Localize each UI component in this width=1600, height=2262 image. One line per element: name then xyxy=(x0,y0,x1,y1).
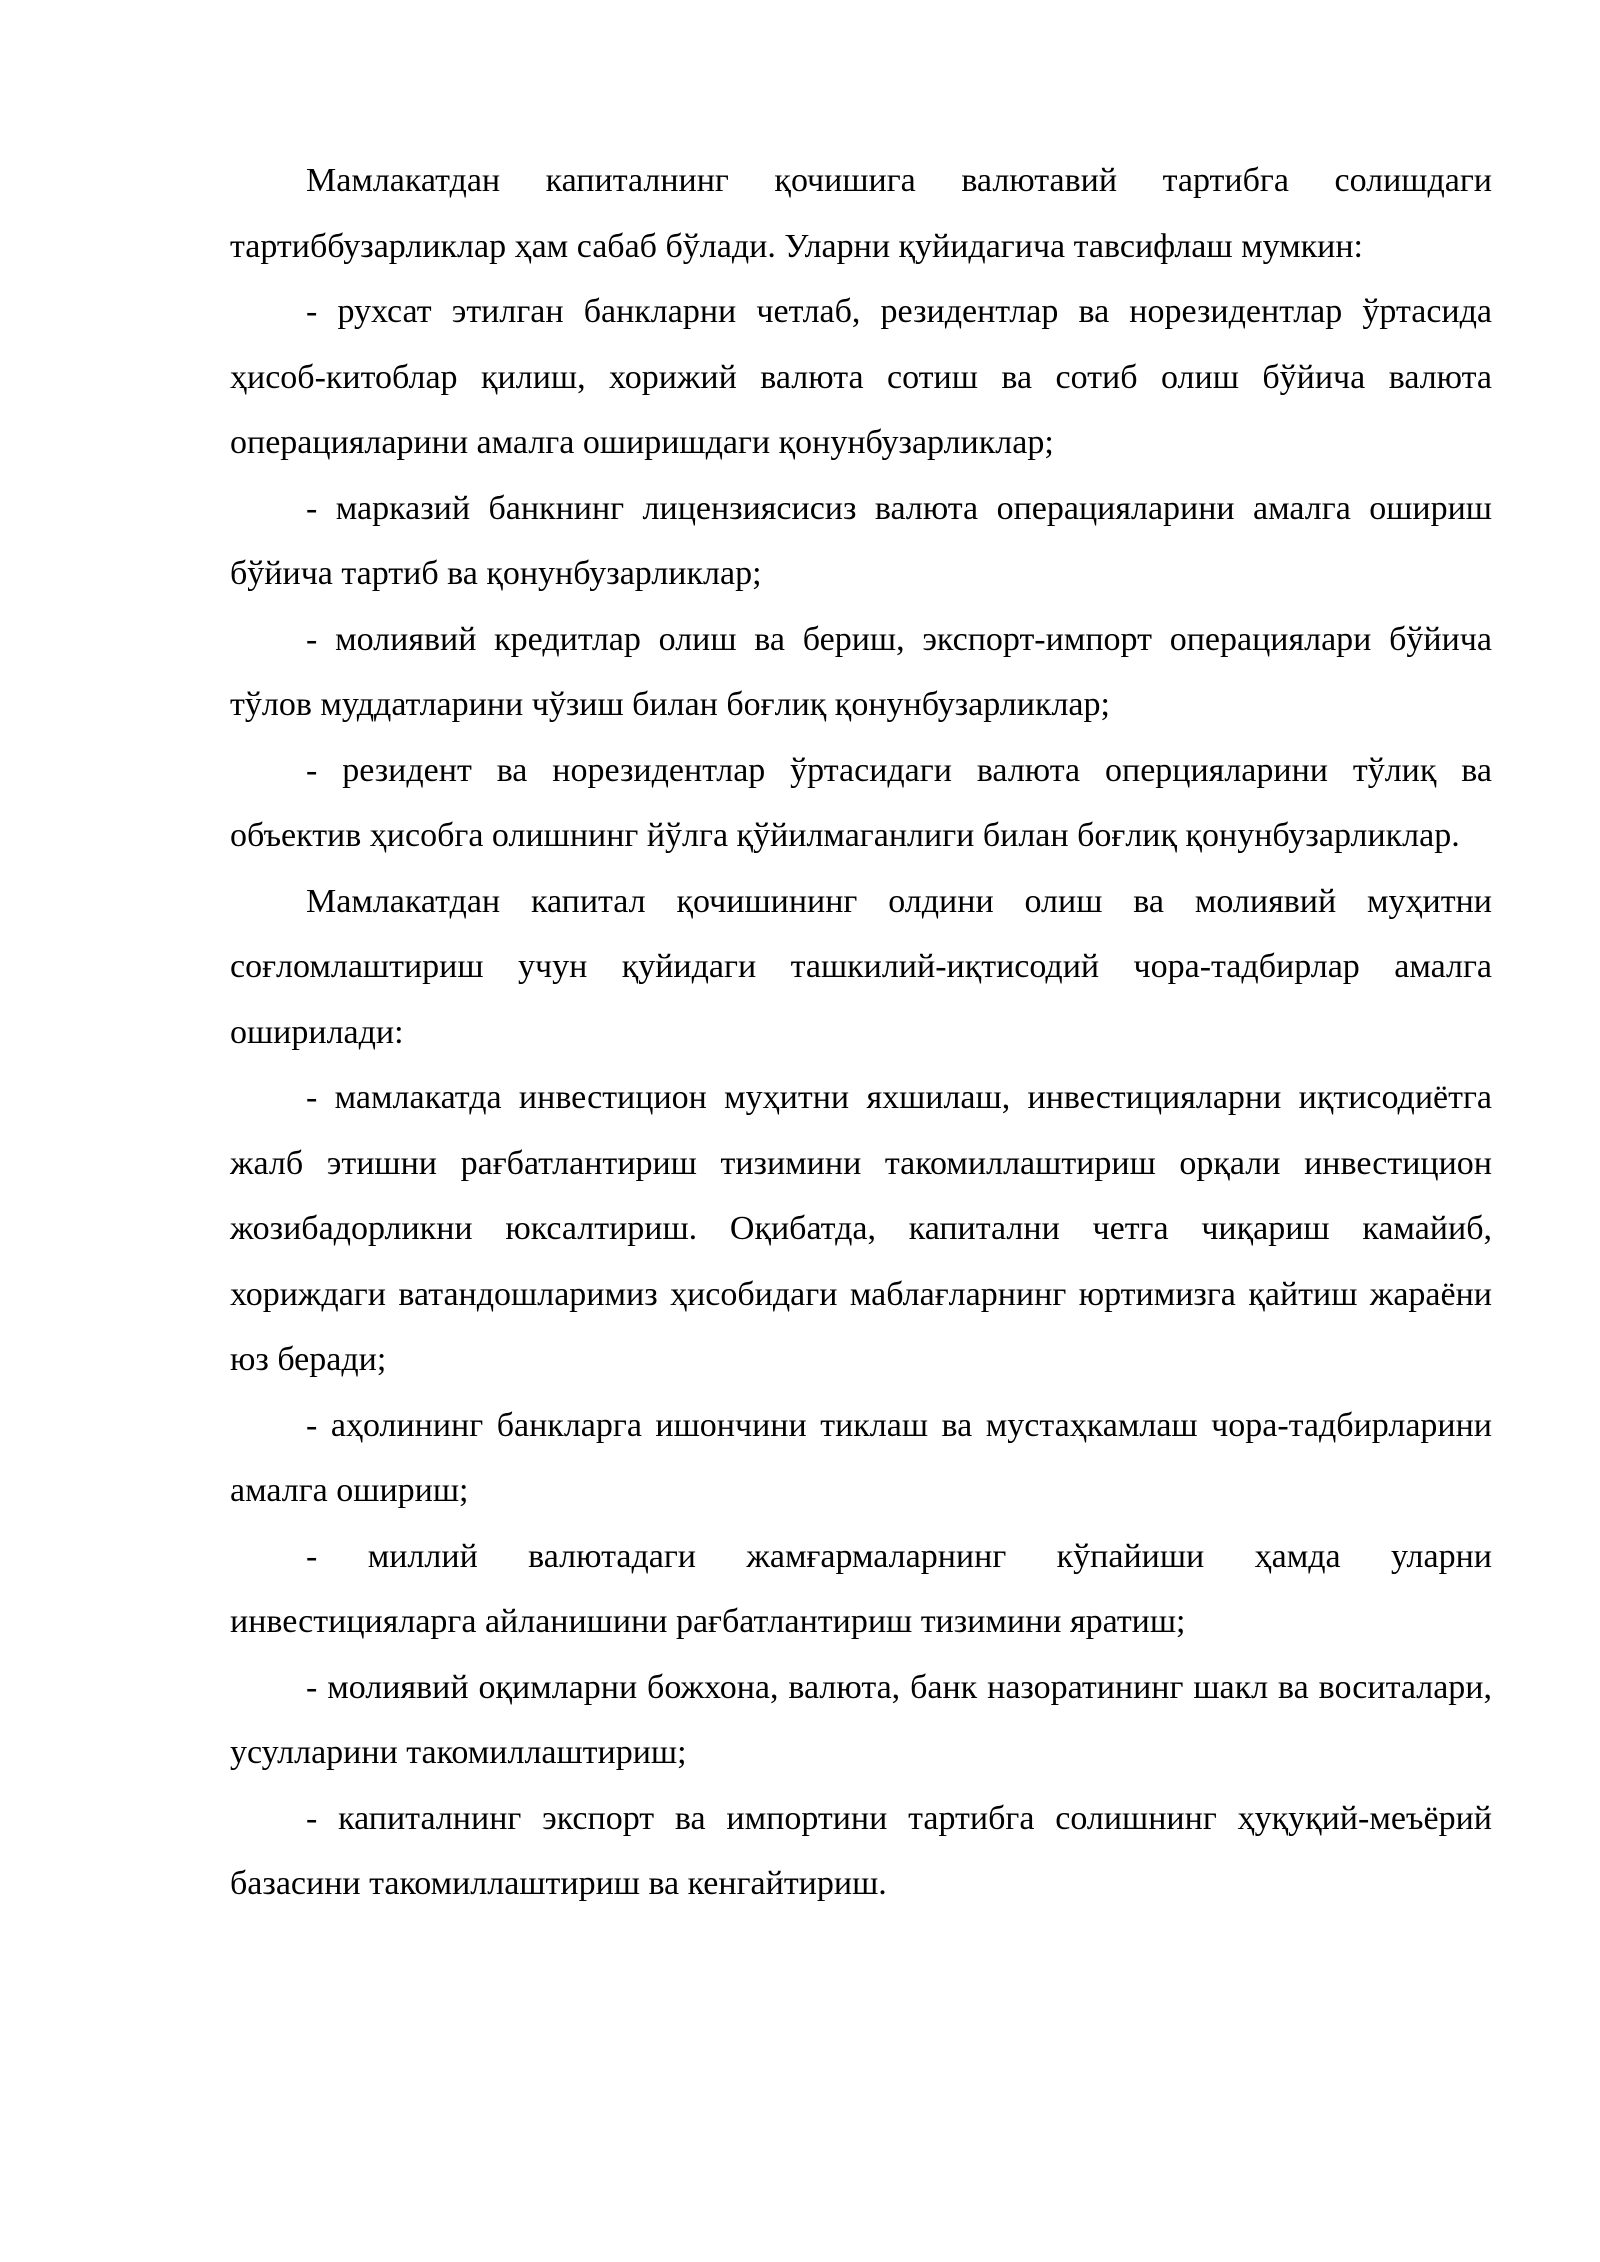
list-item-payment-delays: - молиявий кредитлар олиш ва бериш, экспорт-импорт операциялари бўйича тўлов муддатларини чўзиш билан боғлиқ қонунбузарликлар; xyxy=(230,620,1492,723)
list-item-bank-trust: - аҳолининг банкларга ишончини тиклаш ва мустаҳкамлаш чора-тадбирларини амалга ошириш; xyxy=(230,1406,1492,1509)
list-item-national-currency-savings: - миллий валютадаги жамғармаларнинг кўпайиши ҳамда уларни инвестицияларга айланишини рағбатлантириш тизимини яратиш; xyxy=(230,1537,1492,1640)
list-item-legal-framework: - капиталнинг экспорт ва импортини тартибга солишнинг ҳуқуқий-меъёрий базасини такомиллаштириш ва кенгайтириш. xyxy=(230,1799,1492,1902)
list-item-investment-climate: - мамлакатда инвестицион муҳитни яхшилаш, инвестицияларни иқтисодиётга жалб этишни рағбатлантириш тизимини такомиллаштириш орқали инвестицион жозибадорликни юксалтириш. Оқибатда, капитални четга чиқариш камайиб, хориждаги ватандошларимиз ҳисобидаги маблағларнинг юртимизга қайтиш жараёни юз беради; xyxy=(230,1079,1492,1378)
list-item-unlicensed-operations: - марказий банкнинг лицензиясисиз валюта операцияларини амалга ошириш бўйича тартиб ва қонунбузарликлар; xyxy=(230,489,1492,592)
list-item-unauthorized-settlements: - рухсат этилган банкларни четлаб, резидентлар ва норезидентлар ўртасида ҳисоб-китоблар қилиш, хорижий валюта сотиш ва сотиб олиш бўйича валюта операцияларини амалга оширишдаги қонунбузарликлар; xyxy=(230,293,1492,461)
list-item-accounting-violations: - резидент ва норезидентлар ўртасидаги валюта оперцияларини тўлиқ ва объектив ҳисобга олишнинг йўлга қўйилмаганлиги билан боғлиқ қонунбузарликлар. xyxy=(230,751,1492,854)
paragraph-measures-intro: Мамлакатдан капитал қочишининг олдини олиш ва молиявий муҳитни соғломлаштириш учун қуйидаги ташкилий-иқтисодий чора-тадбирлар амалга оширилади: xyxy=(230,882,1492,1051)
paragraph-intro: Мамлакатдан капиталнинг қочишига валютавий тартибга солишдаги тартиббузарликлар ҳам сабаб бўлади. Уларни қуйидагича тавсифлаш мумкин: xyxy=(230,162,1492,265)
document-body xyxy=(230,148,1492,1917)
list-item-financial-flows-control: - молиявий оқимларни божхона, валюта, банк назоратининг шакл ва воситалари, усулларини такомиллаштириш; xyxy=(230,1668,1492,1771)
